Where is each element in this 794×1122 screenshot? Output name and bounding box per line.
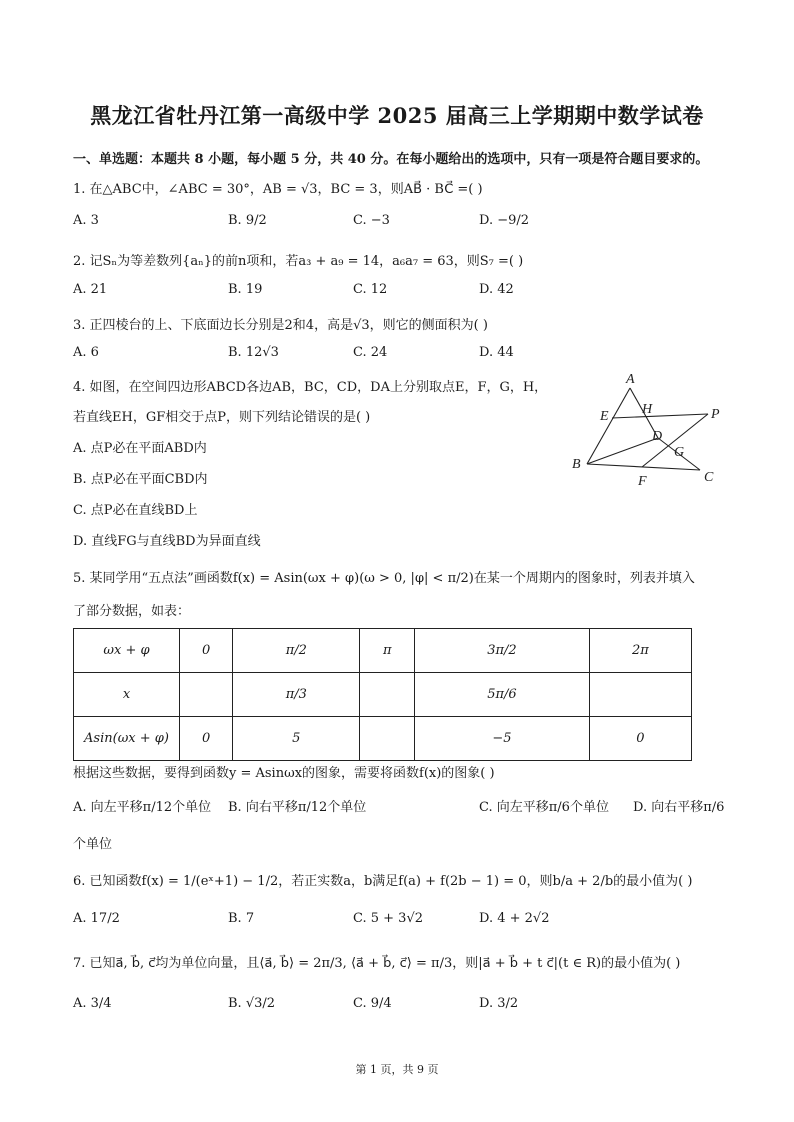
option-b: B. 7 (228, 911, 255, 926)
question-3-options (73, 345, 733, 367)
option-d: D. 42 (479, 282, 514, 297)
table-cell: π/3 (233, 673, 360, 717)
table-cell: x (74, 673, 180, 717)
table-cell (360, 673, 415, 717)
option-d: D. 向右平移π/6 (633, 800, 725, 815)
option-d: D. −9/2 (479, 213, 530, 228)
question-5-options (73, 796, 733, 818)
option-a: A. 6 (73, 345, 99, 360)
option-b: B. 向右平移π/12个单位 (228, 800, 367, 815)
question-4-option-d: D. 直线FG与直线BD为异面直线 (73, 534, 261, 549)
data-table (73, 628, 692, 761)
table-cell: π/2 (233, 629, 360, 673)
option-c: C. 12 (353, 282, 388, 297)
table-cell: 0 (180, 629, 233, 673)
option-c: C. 向左平移π/6个单位 (479, 800, 609, 815)
table-cell: π (360, 629, 415, 673)
option-b: B. √3/2 (228, 996, 276, 1011)
edge-ab (587, 388, 630, 464)
label-d: D (652, 429, 663, 444)
question-4-option-b: B. 点P必在平面CBD内 (73, 472, 208, 487)
table-cell: 3π/2 (415, 629, 590, 673)
table-row (74, 629, 692, 673)
question-5-stem-line1: 5. 某同学用“五点法”画函数f(x) = Asin(ωx + φ)(ω > 0, |φ| < π/2)在某一个周期内的图象时，列表并填入 (73, 571, 695, 586)
option-a: A. 3/4 (73, 996, 112, 1011)
option-d: D. 44 (479, 345, 514, 360)
option-a: A. 17/2 (73, 911, 120, 926)
quadrilateral-figure (560, 368, 730, 488)
label-g: G (674, 445, 685, 460)
table-cell (589, 673, 691, 717)
label-h: H (642, 402, 653, 417)
table-cell: 2π (589, 629, 691, 673)
table-cell: 0 (180, 717, 233, 761)
question-7-options (73, 996, 733, 1018)
page-title: 黑龙江省牡丹江第一高级中学 2025 届高三上学期期中数学试卷 (90, 103, 704, 128)
table-cell (360, 717, 415, 761)
table-cell: 5 (233, 717, 360, 761)
line-ehp (612, 414, 708, 418)
question-4-stem-line2: 若直线EH，GF相交于点P，则下列结论错误的是( ) (73, 410, 371, 425)
section-heading: 一、单选题：本题共 8 小题，每小题 5 分，共 40 分。在每小题给出的选项中，只有一项是符合题目要求的。 (73, 152, 709, 167)
option-a: A. 3 (73, 213, 99, 228)
label-e: E (600, 409, 609, 424)
label-c: C (704, 470, 714, 485)
option-c: C. 9/4 (353, 996, 392, 1011)
question-2-stem: 2. 记Sₙ为等差数列{aₙ}的前n项和，若a₃ + a₉ = 14，a₆a₇ = 63，则S₇ =( ) (73, 254, 524, 269)
edge-bc (587, 464, 700, 470)
question-4-stem-line1: 4. 如图，在空间四边形ABCD各边AB，BC，CD，DA上分别取点E，F，G，H， (73, 380, 548, 395)
question-6-stem: 6. 已知函数f(x) = 1/(eˣ+1) − 1/2，若正实数a，b满足f(a) + f(2b − 1) = 0，则b/a + 2/b的最小值为( ) (73, 874, 693, 889)
question-1-options (73, 213, 733, 235)
option-a: A. 21 (73, 282, 108, 297)
question-6-options (73, 911, 733, 933)
question-3-stem: 3. 正四棱台的上、下底面边长分别是2和4，高是√3，则它的侧面积为( ) (73, 318, 488, 333)
question-5-after: 根据这些数据，要得到函数y = Asinωx的图象，需要将函数f(x)的图象( ) (73, 766, 495, 781)
option-d: D. 4 + 2√2 (479, 911, 550, 926)
question-7-stem: 7. 已知a⃗, b⃗, c⃗均为单位向量，且⟨a⃗, b⃗⟩ = 2π/3, ⟨a⃗ + b⃗, c⃗⟩ = π/3，则|a⃗ + b⃗ + t c⃗|(t ∈ R)的最小值为( ) (73, 956, 681, 971)
option-c: C. 5 + 3√2 (353, 911, 424, 926)
question-5-option-d-tail: 个单位 (73, 837, 113, 852)
option-b: B. 19 (228, 282, 263, 297)
table-cell: 0 (589, 717, 691, 761)
table-cell: Asin(ωx + φ) (74, 717, 180, 761)
edge-bd (587, 438, 658, 464)
table-cell: ωx + φ (74, 629, 180, 673)
question-5-stem-line2: 了部分数据，如表： (73, 604, 191, 619)
page-footer: 第 1 页，共 9 页 (355, 1063, 439, 1076)
option-d: D. 3/2 (479, 996, 519, 1011)
question-2-options (73, 282, 733, 304)
label-a: A (626, 372, 635, 387)
option-c: C. 24 (353, 345, 388, 360)
label-f: F (638, 474, 647, 488)
table-cell: −5 (415, 717, 590, 761)
option-b: B. 9/2 (228, 213, 267, 228)
option-a: A. 向左平移π/12个单位 (73, 800, 212, 815)
question-4-option-a: A. 点P必在平面ABD内 (73, 441, 207, 456)
table-cell: 5π/6 (415, 673, 590, 717)
question-1-stem: 1. 在△ABC中，∠ABC = 30°，AB = √3，BC = 3，则AB⃗ · BC⃗ =( ) (73, 182, 483, 197)
table-row (74, 717, 692, 761)
option-b: B. 12√3 (228, 345, 279, 360)
table-cell (180, 673, 233, 717)
label-b: B (572, 457, 581, 472)
table-row (74, 673, 692, 717)
label-p: P (711, 407, 720, 422)
option-c: C. −3 (353, 213, 390, 228)
question-4-option-c: C. 点P必在直线BD上 (73, 503, 198, 518)
